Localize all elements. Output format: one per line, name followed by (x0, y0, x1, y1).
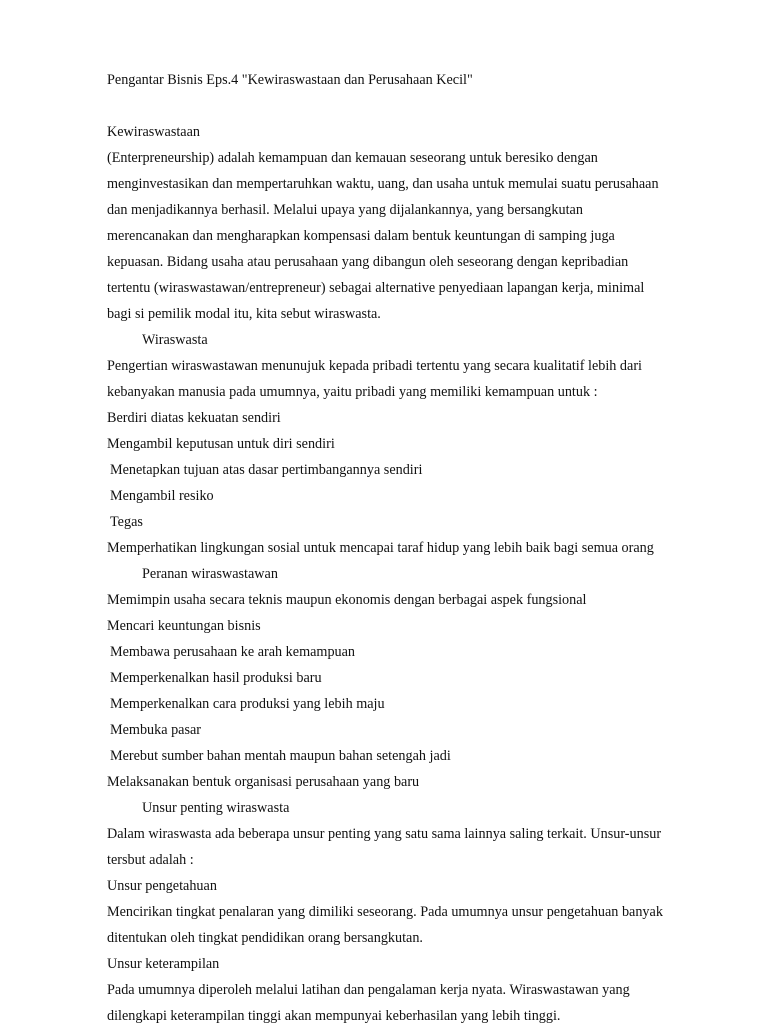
paragraph-line: merencanakan dan mengharapkan kompensasi dalam bentuk keuntungan di samping juga (107, 228, 615, 244)
list-item: Melaksanakan bentuk organisasi perusahaan yang baru (107, 774, 420, 790)
section-heading: Kewiraswastaan (107, 124, 200, 140)
document-title: Pengantar Bisnis Eps.4 "Kewiraswastaan dan Perusahaan Kecil" (107, 72, 473, 88)
paragraph-line: kepuasan. Bidang usaha atau perusahaan yang dibangun oleh seseorang dengan kepribadian (107, 254, 629, 270)
list-item: Memimpin usaha secara teknis maupun ekonomis dengan berbagai aspek fungsional (107, 592, 587, 608)
subheading: Unsur pengetahuan (107, 878, 217, 894)
paragraph-line: dilengkapi keterampilan tinggi akan mempunyai keberhasilan yang lebih tinggi. (107, 1008, 561, 1024)
list-item: Mengambil resiko (110, 488, 214, 504)
paragraph-line: Dalam wiraswasta ada beberapa unsur penting yang satu sama lainnya saling terkait. Unsur-unsur (107, 826, 662, 842)
list-item: Mengambil keputusan untuk diri sendiri (107, 436, 335, 452)
list-item: Tegas (110, 514, 143, 530)
list-item: Berdiri diatas kekuatan sendiri (107, 410, 281, 426)
paragraph-line: (Enterpreneurship) adalah kemampuan dan kemauan seseorang untuk beresiko dengan (107, 150, 598, 166)
paragraph-line: kebanyakan manusia pada umumnya, yaitu pribadi yang memiliki kemampuan untuk : (107, 384, 598, 400)
list-item: Merebut sumber bahan mentah maupun bahan setengah jadi (110, 748, 451, 764)
paragraph-line: tertentu (wiraswastawan/entrepreneur) sebagai alternative penyediaan lapangan kerja, minimal (107, 280, 645, 296)
list-item: Membawa perusahaan ke arah kemampuan (110, 644, 356, 660)
paragraph-line: tersbut adalah : (107, 852, 194, 868)
paragraph-line: dan menjadikannya berhasil. Melalui upaya yang dijalankannya, yang bersangkutan (107, 202, 583, 218)
paragraph-line: Pengertian wiraswastawan menunujuk kepada pribadi tertentu yang secara kualitatif lebih dari (107, 358, 642, 374)
list-item: Membuka pasar (110, 722, 202, 738)
paragraph-line: ditentukan oleh tingkat pendidikan orang bersangkutan. (107, 930, 423, 946)
list-item: Menetapkan tujuan atas dasar pertimbangannya sendiri (110, 462, 423, 478)
paragraph-line: bagi si pemilik modal itu, kita sebut wiraswasta. (107, 306, 381, 322)
subheading: Peranan wiraswastawan (142, 566, 278, 582)
paragraph-line: Pada umumnya diperoleh melalui latihan dan pengalaman kerja nyata. Wiraswastawan yang (107, 982, 630, 998)
paragraph-line: Mencirikan tingkat penalaran yang dimiliki seseorang. Pada umumnya unsur pengetahuan banyak (107, 904, 663, 920)
list-item: Mencari keuntungan bisnis (107, 618, 261, 634)
subheading: Unsur penting wiraswasta (142, 800, 290, 816)
paragraph-line: menginvestasikan dan mempertaruhkan waktu, uang, dan usaha untuk memulai suatu perusahaan (107, 176, 659, 192)
subheading: Wiraswasta (142, 332, 208, 348)
list-item: Memperhatikan lingkungan sosial untuk mencapai taraf hidup yang lebih baik bagi semua orang (107, 540, 654, 556)
subheading: Unsur keterampilan (107, 956, 220, 972)
list-item: Memperkenalkan hasil produksi baru (110, 670, 322, 686)
list-item: Memperkenalkan cara produksi yang lebih maju (110, 696, 385, 712)
